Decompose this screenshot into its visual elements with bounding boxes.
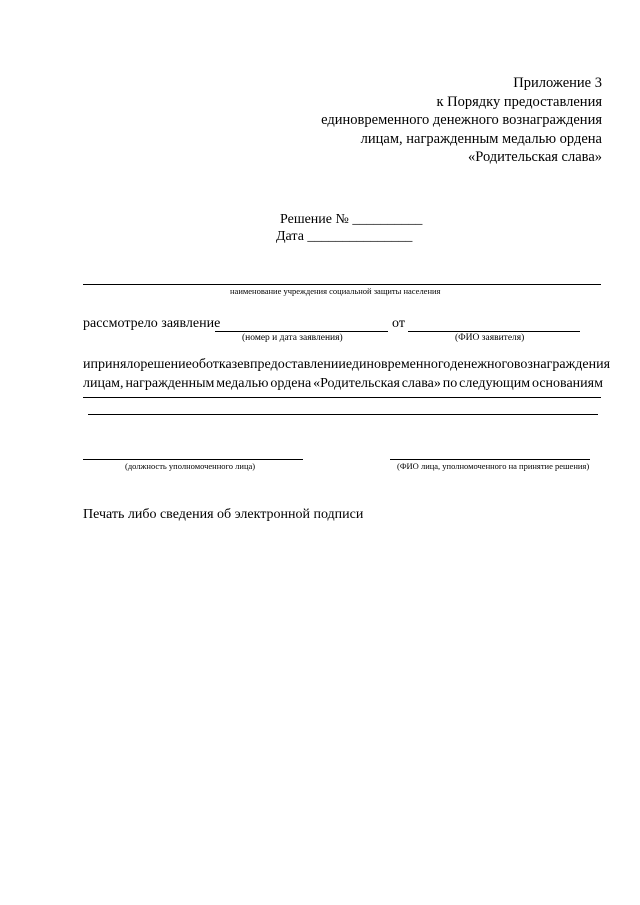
body-word: денежного — [450, 357, 514, 372]
body-word: слава» — [401, 376, 441, 391]
body-word: медалью — [216, 376, 269, 391]
body-word: об — [191, 357, 206, 372]
body-word: приняло — [90, 357, 141, 372]
document-header — [321, 74, 602, 167]
body-word: основаниям — [531, 376, 603, 391]
institution-caption: наименование учреждения социальной защиты населения — [230, 286, 441, 296]
body-word: ордена — [270, 376, 312, 391]
seal-text: Печать либо сведения об электронной подписи — [83, 507, 364, 522]
application-caption: (номер и дата заявления) — [242, 333, 343, 343]
fio-line — [390, 459, 590, 460]
body-line-1 — [83, 357, 611, 373]
header-line-5: «Родительская слава» — [468, 149, 602, 165]
header-line-2: к Порядку предоставления — [436, 93, 602, 110]
body-word: «Родительская — [313, 376, 400, 391]
body-word: предоставлении — [250, 357, 346, 372]
body-word: лицам, — [83, 376, 124, 391]
body-word: решение — [140, 357, 192, 372]
reason-line-2 — [88, 414, 598, 415]
body-word: и — [83, 357, 91, 372]
appendix-label: Приложение 3 — [513, 75, 602, 91]
decision-number: Решение № __________ — [280, 212, 423, 227]
header-line-4: лицам, награжденным медалью ордена — [360, 130, 602, 147]
position-caption: (должность уполномоченного лица) — [125, 461, 256, 471]
reason-line-1 — [83, 397, 601, 398]
decision-date: Дата _______________ — [276, 229, 413, 244]
body-word: награжденным — [125, 376, 215, 391]
header-line-3: единовременного денежного вознаграждения — [321, 112, 602, 128]
fio-caption: (ФИО лица, уполномоченного на принятие решения) — [397, 461, 590, 471]
position-line — [83, 459, 303, 460]
application-line — [215, 331, 388, 332]
body-word: следующим — [459, 376, 531, 391]
body-word: по — [442, 376, 458, 391]
applicant-line — [408, 331, 580, 332]
body-word: единовременного — [345, 357, 451, 372]
institution-line — [83, 284, 601, 285]
review-from: от — [392, 316, 405, 331]
review-prefix: рассмотрело заявление — [83, 316, 221, 331]
body-line-2 — [83, 376, 603, 392]
applicant-caption: (ФИО заявителя) — [455, 333, 525, 343]
body-word: отказе — [205, 357, 244, 372]
body-word: в — [243, 357, 251, 372]
body-word: вознаграждения — [513, 357, 611, 372]
